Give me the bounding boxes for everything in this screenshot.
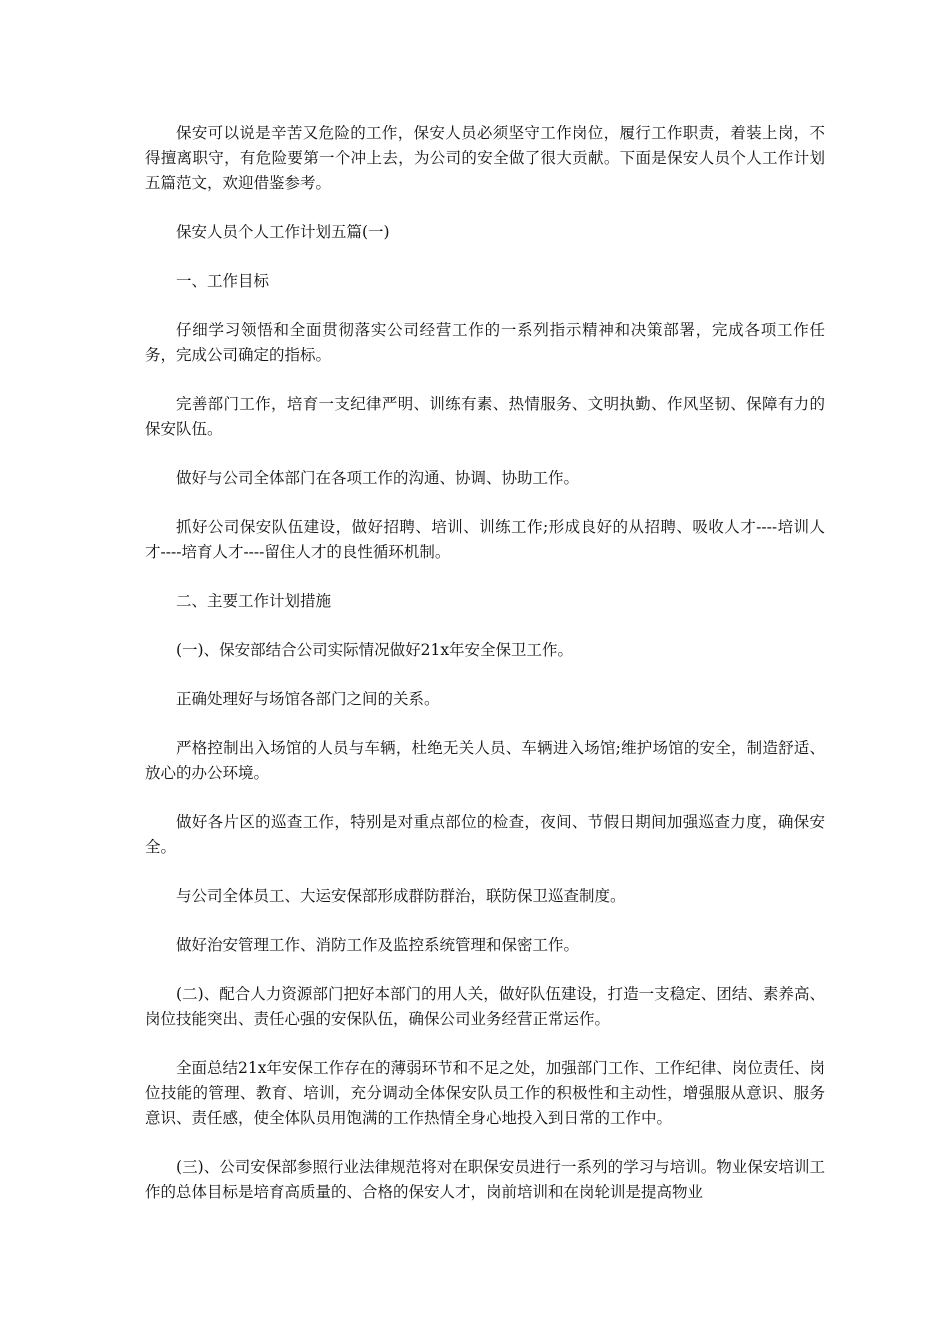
measure-paragraph: 正确处理好与场馆各部门之间的关系。 [176,690,440,708]
section-heading-measures: 二、主要工作计划措施 [176,592,332,610]
goal-paragraph: 做好与公司全体部门在各项工作的沟通、协调、协助工作。 [176,469,580,487]
measure-paragraph: (一)、保安部结合公司实际情况做好21x年安全保卫工作。 [176,641,574,659]
measure-paragraph: 严格控制出入场馆的人员与车辆，杜绝无关人员、车辆进入场馆;维护场馆的安全，制造舒适、放心的办公环境。 [145,739,825,782]
document-body [145,121,825,1229]
measure-paragraph: 全面总结21x年安保工作存在的薄弱环节和不足之处，加强部门工作、工作纪律、岗位责任、岗位技能的管理、教育、培训，充分调动全体保安队员工作的积极性和主动性，增强服从意识、服务意识、责任感，使全体队员用饱满的工作热情全身心地投入到日常的工作中。 [145,1059,825,1127]
goal-paragraph: 完善部门工作，培育一支纪律严明、训练有素、热情服务、文明执勤、作风坚韧、保障有力的保安队伍。 [145,395,825,438]
goal-paragraph: 抓好公司保安队伍建设，做好招聘、培训、训练工作;形成良好的从招聘、吸收人才----培训人才----培育人才----留住人才的良性循环机制。 [145,518,825,561]
measure-paragraph: 做好各片区的巡查工作，特别是对重点部位的检查，夜间、节假日期间加强巡查力度，确保安全。 [145,813,825,856]
intro-paragraph: 保安可以说是辛苦又危险的工作，保安人员必须坚守工作岗位，履行工作职责，着装上岗，不得擅离职守，有危险要第一个冲上去，为公司的安全做了很大贡献。下面是保安人员个人工作计划五篇范文，欢迎借鉴参考。 [145,124,825,192]
measure-paragraph: 与公司全体员工、大运安保部形成群防群治，联防保卫巡查制度。 [176,887,626,905]
section-heading-goals: 一、工作目标 [176,272,270,290]
measure-paragraph: (三)、公司安保部参照行业法律规范将对在职保安员进行一系列的学习与培训。物业保安培训工作的总体目标是培育高质量的、合格的保安人才，岗前培训和在岗轮训是提高物业 [145,1158,825,1201]
measure-paragraph: (二)、配合人力资源部门把好本部门的用人关，做好队伍建设，打造一支稳定、团结、素养高、岗位技能突出、责任心强的安保队伍，确保公司业务经营正常运作。 [145,985,825,1028]
measure-paragraph: 做好治安管理工作、消防工作及监控系统管理和保密工作。 [176,936,580,954]
goal-paragraph: 仔细学习领悟和全面贯彻落实公司经营工作的一系列指示精神和决策部署，完成各项工作任务，完成公司确定的指标。 [145,321,825,364]
plan-title: 保安人员个人工作计划五篇(一) [176,223,390,241]
